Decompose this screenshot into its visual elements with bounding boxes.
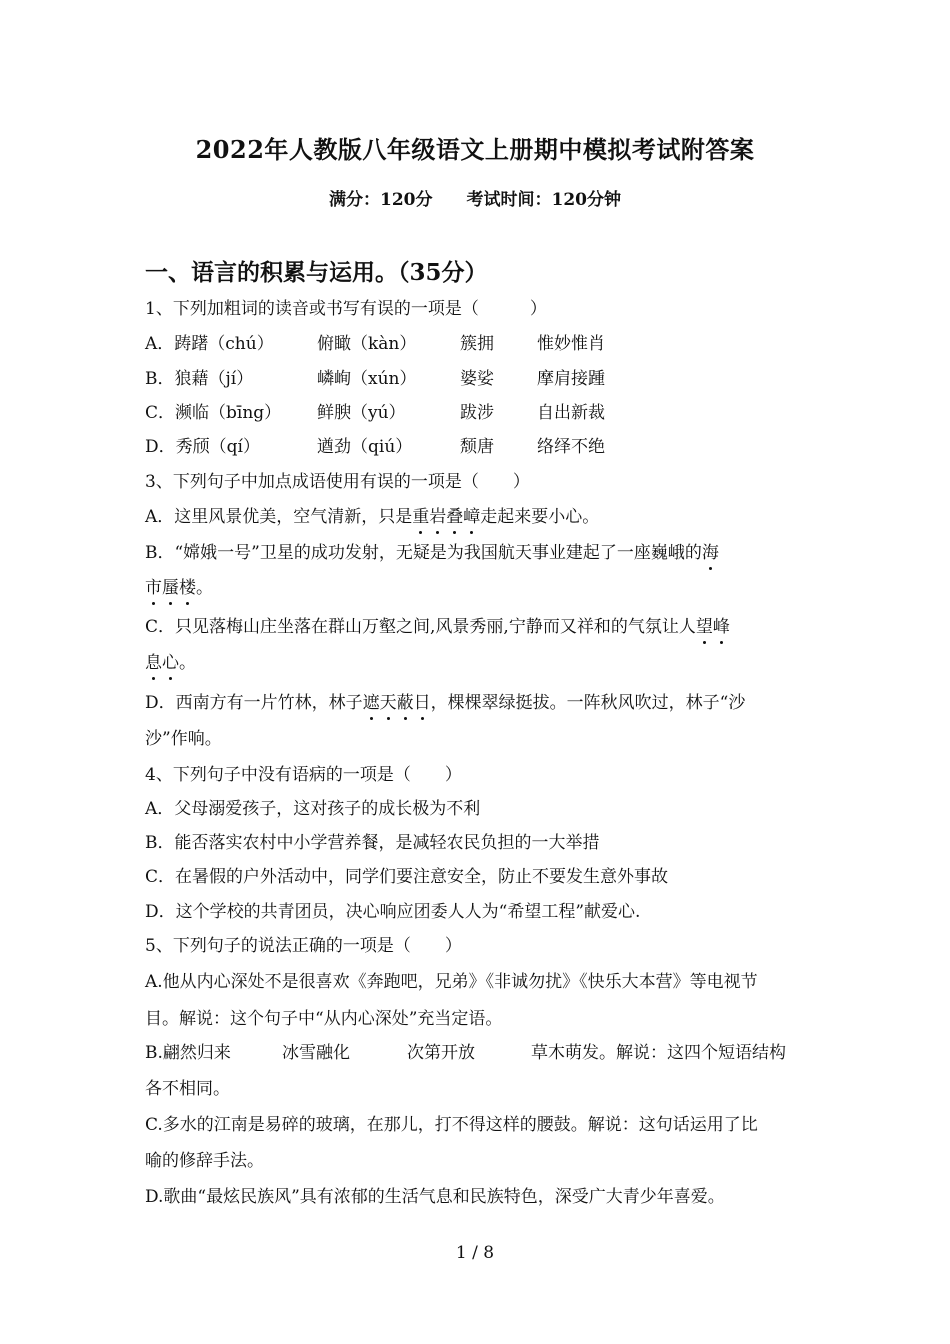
question-3-stem: 3、下列句子中加点成语使用有误的一项是（ ） (145, 472, 530, 492)
question-5-option-b-line1 (145, 1038, 805, 1062)
option-word: 婆娑 (460, 369, 494, 389)
question-3-option-c-line1 (145, 612, 730, 637)
option-word: 次第开放 (407, 1043, 475, 1063)
dotted-char: 日 (414, 688, 431, 713)
option-word: 遒劲（qiú） (317, 437, 413, 457)
page-number: 1 / 8 (455, 1243, 495, 1263)
question-4-option-b: B．能否落实农村中小学营养餐，是减轻农民负担的一大举措 (145, 833, 600, 853)
dotted-char: 重 (412, 502, 429, 527)
question-3-option-d-line1 (145, 688, 745, 713)
option-word: 自出新裁 (537, 403, 605, 423)
dotted-idiom (702, 543, 719, 563)
option-word: 鲜腴（yú） (317, 403, 406, 423)
option-word: 俯瞰（kàn） (317, 334, 417, 354)
option-word: D．秀颀（qí） (145, 437, 260, 457)
question-5-option-a-line1: A.他从内心深处不是很喜欢《奔跑吧，兄弟》《非诚勿扰》《快乐大本营》等电视节 (145, 972, 758, 992)
question-5-option-b-line2: 各不相同。 (145, 1079, 230, 1099)
question-1-option-d (145, 432, 805, 456)
question-1-stem: 1、下列加粗词的读音或书写有误的一项是（ ） (145, 299, 547, 319)
option-word: B．狼藉（jí） (145, 369, 254, 389)
dotted-char: 蔽 (397, 688, 414, 713)
text: 。 (179, 653, 196, 673)
text: B．“嫦娥一号”卫星的成功发射，无疑是为我国航天事业建起了一座巍峨的 (145, 543, 702, 563)
dotted-idiom (363, 693, 431, 713)
option-word: 颓唐 (460, 437, 494, 457)
question-3-option-b-line1 (145, 538, 719, 563)
option-word: 嶙峋（xún） (317, 369, 417, 389)
option-word: 络绎不绝 (537, 437, 605, 457)
text: ，棵棵翠绿挺拔。一阵秋风吹过，林子“沙 (430, 693, 746, 713)
dotted-char: 望 (696, 612, 713, 637)
text: 。 (196, 578, 213, 598)
option-word: A．踌躇（chú） (145, 334, 274, 354)
dotted-char: 嶂 (463, 502, 480, 527)
dotted-char: 天 (380, 688, 397, 713)
question-5-option-d: D.歌曲“最炫民族风”具有浓郁的生活气息和民族特色，深受广大青少年喜爱。 (145, 1187, 725, 1207)
question-3-option-b-line2 (145, 573, 213, 598)
dotted-char: 岩 (429, 502, 446, 527)
dotted-char: 心 (162, 648, 179, 673)
option-word: 跋涉 (460, 403, 494, 423)
text: 走起来要小心。 (480, 507, 600, 527)
option-word: C．濒临（bīng） (145, 403, 282, 423)
text: A．这里风景优美，空气清新，只是 (145, 507, 413, 527)
page-title: 2022年人教版八年级语文上册期中模拟考试附答案 (195, 135, 755, 164)
option-word: 冰雪融化 (282, 1043, 350, 1063)
dotted-char: 叠 (446, 502, 463, 527)
option-word: B.翩然归来 (145, 1043, 231, 1063)
dotted-char: 海 (702, 538, 719, 563)
question-1-option-a (145, 329, 805, 353)
option-word: 惟妙惟肖 (537, 334, 605, 354)
dotted-idiom (145, 653, 179, 673)
question-4-stem: 4、下列句子中没有语病的一项是（ ） (145, 765, 462, 785)
option-word: 摩肩接踵 (537, 369, 605, 389)
dotted-idiom (412, 507, 480, 527)
question-4-option-a: A．父母溺爱孩子，这对孩子的成长极为不利 (145, 799, 481, 819)
dotted-idiom (696, 617, 730, 637)
dotted-char: 蜃 (162, 573, 179, 598)
dotted-idiom (145, 578, 196, 598)
dotted-char: 峰 (713, 612, 730, 637)
question-3-option-a (145, 502, 599, 527)
option-word: 簇拥 (460, 334, 494, 354)
question-5-option-c-line2: 喻的修辞手法。 (145, 1151, 264, 1171)
question-5-stem: 5、下列句子的说法正确的一项是（ ） (145, 936, 462, 956)
text: C．只见落梅山庄坐落在群山万壑之间,风景秀丽,宁静而又祥和的气氛让人 (145, 617, 696, 637)
score-time-info: 满分：120分 考试时间：120分钟 (329, 190, 621, 210)
dotted-char: 楼 (179, 573, 196, 598)
dotted-char: 息 (145, 648, 162, 673)
question-1-option-c (145, 398, 805, 422)
question-5-option-c-line1: C.多水的江南是易碎的玻璃，在那儿，打不得这样的腰鼓。解说：这句话运用了比 (145, 1115, 758, 1135)
dotted-char: 市 (145, 573, 162, 598)
dotted-char: 遮 (363, 688, 380, 713)
section-heading: 一、语言的积累与运用。（35分） (145, 259, 488, 286)
question-5-option-a-line2: 目。解说：这个句子中“从内心深处”充当定语。 (145, 1009, 503, 1029)
question-3-option-d-line2: 沙”作响。 (145, 729, 222, 749)
text: D．西南方有一片竹林，林子 (145, 693, 363, 713)
question-3-option-c-line2 (145, 648, 196, 673)
question-1-option-b (145, 364, 805, 388)
question-4-option-c: C．在暑假的户外活动中，同学们要注意安全，防止不要发生意外事故 (145, 867, 669, 887)
question-4-option-d: D．这个学校的共青团员，决心响应团委人人为“希望工程”献爱心. (145, 902, 641, 922)
option-word: 草木萌发。解说：这四个短语结构 (531, 1043, 786, 1063)
